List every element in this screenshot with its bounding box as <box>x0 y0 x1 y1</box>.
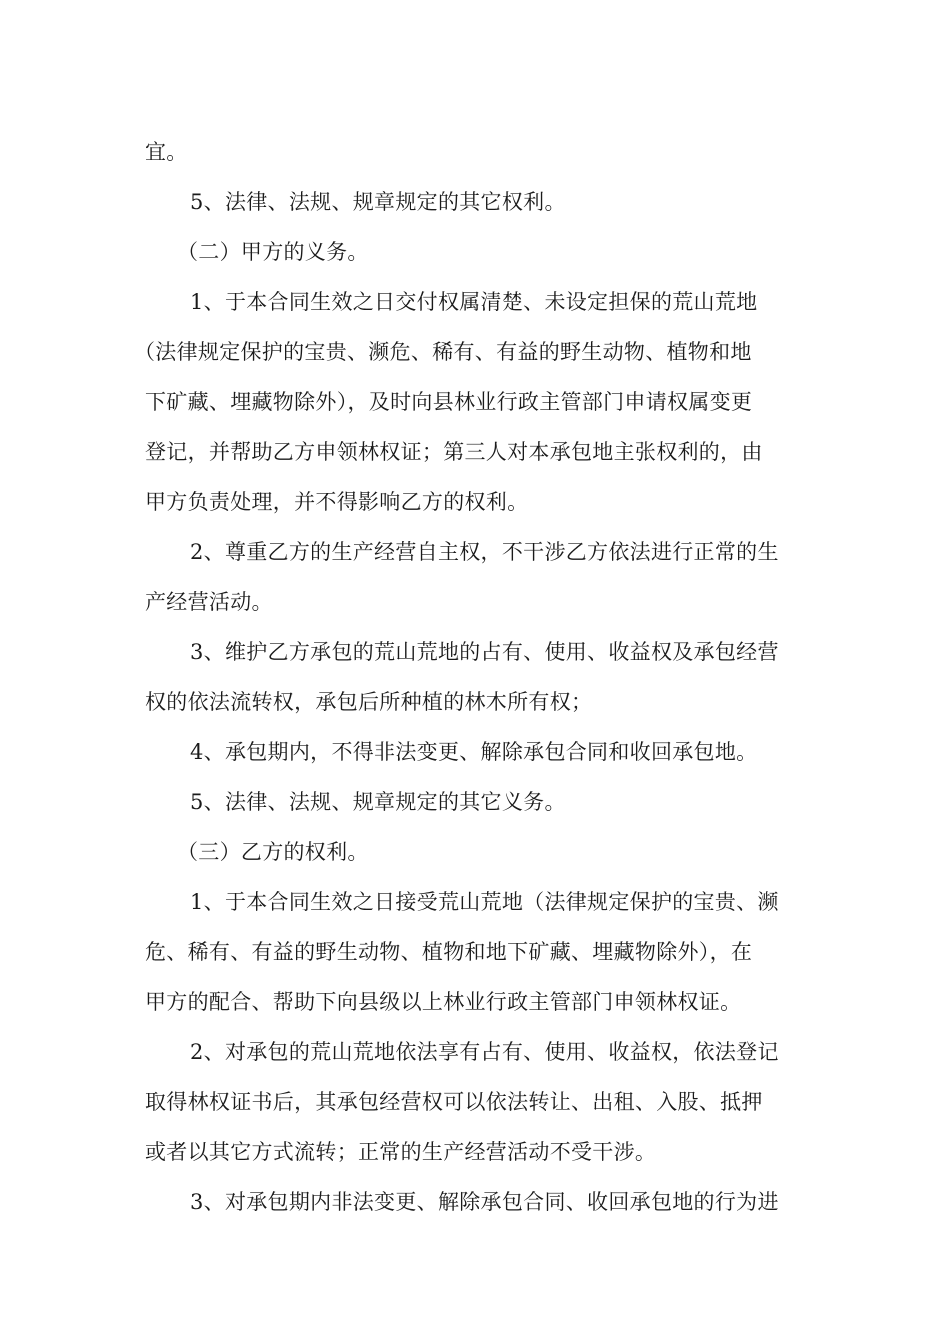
text-line: 1、于本合同生效之日交付权属清楚、未设定担保的荒山荒地 <box>190 290 758 314</box>
text-line: 甲方负责处理，并不得影响乙方的权利。 <box>145 490 529 514</box>
text-line: 登记，并帮助乙方申领林权证；第三人对本承包地主张权利的，由 <box>145 440 763 464</box>
text-line: 产经营活动。 <box>145 590 273 614</box>
text-line: 下矿藏、埋藏物除外），及时向县林业行政主管部门申请权属变更 <box>145 390 753 414</box>
section-heading: （三）乙方的权利。 <box>177 840 369 864</box>
text-line: 取得林权证书后，其承包经营权可以依法转让、出租、入股、抵押 <box>145 1090 763 1114</box>
text-line: 1、于本合同生效之日接受荒山荒地（法律规定保护的宝贵、濒 <box>190 890 779 914</box>
text-line: 5、法律、法规、规章规定的其它权利。 <box>190 190 566 214</box>
text-line: 5、法律、法规、规章规定的其它义务。 <box>190 790 566 814</box>
text-line: 宜。 <box>145 140 188 164</box>
text-line: 3、对承包期内非法变更、解除承包合同、收回承包地的行为进 <box>190 1190 779 1214</box>
text-line: 2、尊重乙方的生产经营自主权，不干涉乙方依法进行正常的生 <box>190 540 779 564</box>
text-line: 危、稀有、有益的野生动物、植物和地下矿藏、埋藏物除外），在 <box>145 940 753 964</box>
text-line: 甲方的配合、帮助下向县级以上林业行政主管部门申领林权证。 <box>145 990 742 1014</box>
section-heading: （二）甲方的义务。 <box>177 240 369 264</box>
text-line: 4、承包期内，不得非法变更、解除承包合同和收回承包地。 <box>190 740 758 764</box>
text-line: 权的依法流转权，承包后所种植的林木所有权； <box>145 690 593 714</box>
text-line: 2、对承包的荒山荒地依法享有占有、使用、收益权，依法登记 <box>190 1040 779 1064</box>
text-line: 或者以其它方式流转；正常的生产经营活动不受干涉。 <box>145 1140 657 1164</box>
text-line: （法律规定保护的宝贵、濒危、稀有、有益的野生动物、植物和地 <box>134 340 752 364</box>
text-line: 3、维护乙方承包的荒山荒地的占有、使用、收益权及承包经营 <box>190 640 779 664</box>
